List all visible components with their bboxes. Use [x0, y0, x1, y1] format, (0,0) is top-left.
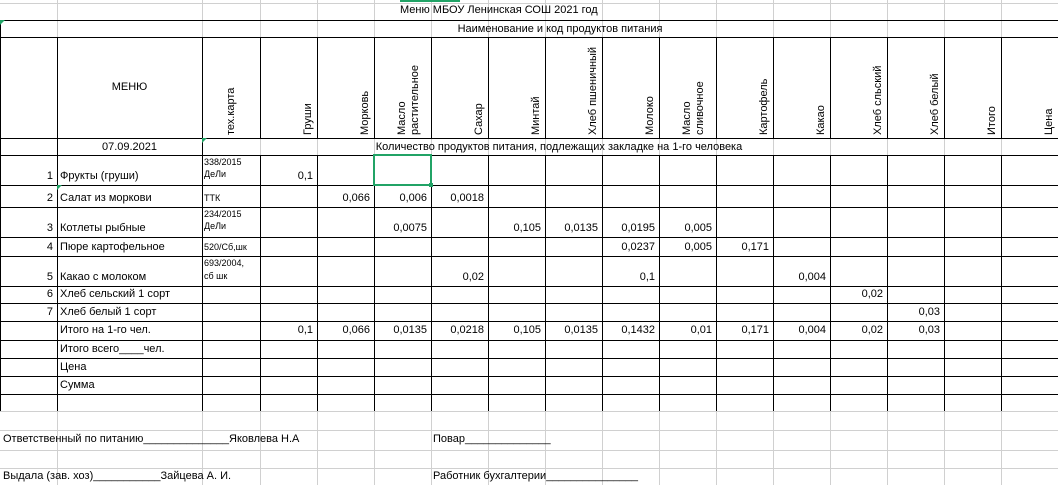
row-dish-name[interactable]: Хлеб белый 1 сорт [60, 306, 157, 318]
gridline-v [887, 155, 888, 411]
extra-row-label: Сумма [60, 379, 95, 391]
total-value: 0,1432 [621, 324, 655, 336]
gridline-v [773, 37, 774, 138]
row-techcard: ТТК [204, 193, 221, 203]
row-value[interactable]: 0,02 [861, 288, 883, 300]
gridline-h [0, 411, 1058, 412]
row-value[interactable]: 0,0075 [393, 222, 427, 234]
total-value: 0,01 [690, 324, 712, 336]
fill-handle[interactable] [429, 183, 433, 187]
quantity-note: Количество продуктов питания, подлежащих закладке на 1-го человека [375, 141, 743, 153]
menu-label: МЕНЮ [111, 81, 148, 93]
row-value[interactable]: 0,1 [297, 170, 313, 182]
gridline-h [0, 37, 1058, 38]
gridline-v [317, 37, 318, 138]
total-value: 0,0135 [393, 324, 427, 336]
column-header-line2: растительное [409, 64, 421, 135]
gridline-h [0, 286, 1058, 287]
gridline-v [374, 37, 375, 138]
row-value[interactable]: 0,0195 [621, 222, 655, 234]
gridline-v [0, 20, 1, 411]
column-header: Какао [815, 105, 827, 135]
column-header: Груши [302, 103, 314, 135]
gridline-v [944, 155, 945, 411]
column-header-techcard: тех.карта [225, 87, 237, 135]
total-value: 0,02 [861, 324, 883, 336]
gridline-v [830, 155, 831, 411]
row-techcard: 234/2015 [204, 209, 242, 219]
gridline-h [0, 237, 1058, 238]
row-techcard: 338/2015 [204, 157, 242, 167]
gridline-h [0, 450, 1058, 451]
comment-marker [0, 20, 5, 25]
row-value[interactable]: 0,1 [639, 271, 655, 283]
column-header: Цена [1043, 108, 1055, 135]
row-number: 3 [46, 222, 53, 234]
row-value[interactable]: 0,0018 [450, 192, 484, 204]
total-value: 0,171 [741, 324, 769, 336]
row-value[interactable]: 0,005 [684, 241, 712, 253]
column-header: Итого [986, 106, 998, 135]
gridline-v [659, 155, 660, 411]
row-value[interactable]: 0,005 [684, 222, 712, 234]
extra-row-label: Цена [60, 361, 87, 373]
gridline-h [0, 340, 1058, 341]
gridline-v [716, 37, 717, 138]
row-techcard-line2: сб шк [204, 271, 228, 281]
row-number: 7 [46, 306, 53, 318]
gridline-h [0, 155, 1058, 156]
gridline-v [659, 37, 660, 138]
row-value[interactable]: 0,171 [741, 241, 769, 253]
row-value[interactable]: 0,006 [399, 192, 427, 204]
total-value: 0,03 [918, 324, 940, 336]
active-column-indicator [400, 0, 460, 2]
gridline-v [57, 155, 58, 411]
gridline-h [0, 256, 1058, 257]
total-value: 0,004 [798, 324, 826, 336]
sheet-title: Меню МБОУ Ленинская СОШ 2021 год [400, 4, 598, 16]
gridline-v [1001, 37, 1002, 138]
gridline-h [0, 321, 1058, 322]
gridline-h [0, 185, 1058, 186]
row-number: 1 [46, 170, 53, 182]
gridline-h [0, 394, 1058, 395]
column-header: Минтай [530, 96, 542, 135]
signature-cook: Повар______________ [433, 433, 551, 445]
gridline-v [887, 37, 888, 138]
date-cell: 07.09.2021 [101, 141, 158, 153]
gridline-v [431, 37, 432, 138]
signature-accountant: Работник бухгалтерии_______________ [433, 470, 638, 482]
gridline-v [944, 37, 945, 138]
column-header: Хлеб сльский [872, 65, 884, 135]
products-title: Наименование и код продуктов питания [457, 23, 663, 35]
gridline-h [0, 20, 1058, 21]
gridline-h [0, 207, 1058, 208]
gridline-h [0, 138, 1058, 139]
total-value: 0,066 [342, 324, 370, 336]
signature-responsible: Ответственный по питанию______________Яковлева Н.А [3, 433, 300, 445]
row-value[interactable]: 0,0135 [564, 222, 598, 234]
gridline-v [488, 37, 489, 138]
row-dish-name[interactable]: Салат из моркови [60, 192, 152, 204]
total-value: 0,105 [513, 324, 541, 336]
gridline-h [0, 303, 1058, 304]
gridline-h [0, 430, 1058, 431]
gridline-v [202, 155, 203, 411]
gridline-v [260, 37, 261, 138]
column-header: Масло [681, 101, 693, 135]
total-value: 0,1 [297, 324, 313, 336]
comment-marker [202, 138, 207, 143]
total-label: Итого на 1-го чел. [60, 324, 151, 336]
gridline-v [716, 155, 717, 411]
row-techcard-line2: ДеЛи [204, 169, 227, 179]
column-header: Картофель [758, 78, 770, 135]
row-techcard: 520/Сб,шк [204, 242, 247, 252]
row-value[interactable]: 0,0237 [621, 241, 655, 253]
gridline-h [0, 468, 1058, 469]
row-number: 2 [46, 192, 53, 204]
row-number: 6 [46, 288, 53, 300]
gridline-v [202, 37, 203, 138]
selected-cell[interactable] [373, 154, 432, 186]
column-header: Масло [396, 101, 408, 135]
row-dish-name[interactable]: Хлеб сельский 1 сорт [60, 288, 170, 300]
column-header: Хлеб белый [929, 73, 941, 135]
column-header-line2: сливочное [694, 81, 706, 135]
gridline-v [260, 155, 261, 411]
gridline-v [830, 37, 831, 138]
gridline-v [602, 37, 603, 138]
total-value: 0,0135 [564, 324, 598, 336]
row-techcard-line2: ДеЛи [204, 221, 227, 231]
row-dish-name[interactable]: Фрукты (груши) [60, 170, 139, 182]
gridline-v [1001, 155, 1002, 411]
row-number: 4 [46, 241, 53, 253]
gridline-h [0, 358, 1058, 359]
total-value: 0,0218 [450, 324, 484, 336]
row-value[interactable]: 0,02 [462, 271, 484, 283]
row-value[interactable]: 0,105 [513, 222, 541, 234]
comment-marker [57, 185, 62, 190]
gridline-v [545, 155, 546, 411]
gridline-h [0, 376, 1058, 377]
extra-row-label: Итого всего____чел. [60, 343, 165, 355]
row-techcard: 693/2004, [204, 258, 245, 268]
signature-issued: Выдала (зав. хоз)___________Зайцева А. И. [3, 470, 232, 482]
column-header: Хлеб пшеничный [587, 46, 599, 135]
gridline-v [488, 155, 489, 411]
row-number: 5 [46, 271, 53, 283]
gridline-v [545, 37, 546, 138]
row-dish-name[interactable]: Пюре картофельное [60, 241, 165, 253]
column-header: Молоко [644, 96, 656, 135]
row-value[interactable]: 0,03 [918, 306, 940, 318]
row-value[interactable]: 0,004 [798, 271, 826, 283]
row-dish-name[interactable]: Какао с молоком [60, 271, 147, 283]
row-dish-name[interactable]: Котлеты рыбные [60, 222, 146, 234]
row-value[interactable]: 0,066 [342, 192, 370, 204]
column-header: Сахар [473, 103, 485, 135]
column-header: Морковь [359, 90, 371, 135]
